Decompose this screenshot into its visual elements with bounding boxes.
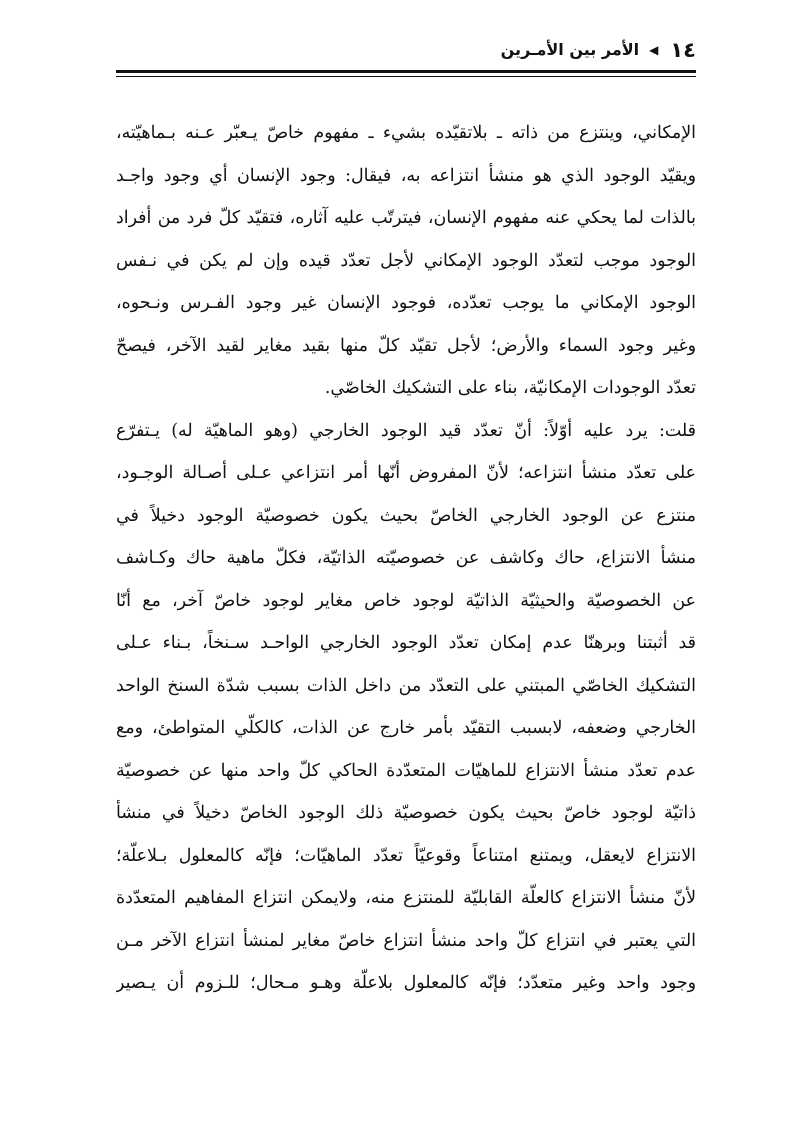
text-line: الانتزاع لايعقل، ويمتنع امتناعاً وقوعيّاً تعدّد الماهيّات؛ فإنّه كالمعلول بـلاعلّة؛ xyxy=(116,845,696,866)
text-line: الوجود موجب لتعدّد الوجود الإمكاني لأجل تعدّد قيده وإن لم يكن في نـفس xyxy=(116,250,696,271)
text-line: وجود واحد وغير متعدّد؛ فإنّه كالمعلول بلاعلّة وهـو مـحال؛ للـزوم أن يـصير xyxy=(116,973,696,993)
running-title: الأمر بين الأمـرين xyxy=(500,40,640,59)
header-rule-thick xyxy=(116,70,696,73)
text-line: عدم تعدّد منشأ الانتزاع للماهيّات المتعدّدة الحاكي كلّ واحد منها عن خصوصيّة xyxy=(116,760,696,781)
page-number: ١٤ xyxy=(670,37,696,62)
text-line: التشكيك الخاصّي المبتني على التعدّد من داخل الذات بسبب شدّة السنخ الواحد xyxy=(116,675,696,696)
text-line: الخارجي وضعفه، لابسبب التقيّد بأمر خارج عن الذات، كالكلّي المتواطئ، ومع xyxy=(116,718,696,738)
arrow-left-icon: ◀ xyxy=(649,43,659,57)
page-header xyxy=(116,32,696,68)
text-line: قد أثبتنا وبرهنّا عدم إمكان تعدّد الوجود الخارجي الواحـد سـنخاً، بـناء عـلى xyxy=(116,633,696,653)
header-rule-thin xyxy=(116,76,696,77)
text-line: منشأ الانتزاع، حاك وكاشف عن خصوصيّته الذاتيّة، فكلّ ماهية حاك وكـاشف xyxy=(116,548,696,568)
text-line: الإمكاني، وينتزع من ذاته ـ بلاتقيّده بشيء ـ مفهوم خاصّ يـعبّر عـنه بـماهيّته، xyxy=(116,123,696,143)
text-line: ويقيّد الوجود الذي هو منشأ انتزاعه به، فيقال: وجود الإنسان أي وجود واجـد xyxy=(116,165,696,186)
text-line: لأنّ منشأ الانتزاع كالعلّة القابليّة للمنتزع منه، ولايمكن انتزاع المفاهيم المتعدّدة xyxy=(116,888,696,908)
text-line: قلت: يرد عليه أوّلاً: أنّ تعدّد قيد الوجود الخارجي (وهو الماهيّة له) يـتفرّع xyxy=(116,420,696,441)
text-line: ذاتيّة لوجود خاصّ بحيث يكون خصوصيّة ذلك الوجود الخاصّ دخيلاً في منشأ xyxy=(116,803,696,823)
text-line: بالذات لما يحكي عنه مفهوم الإنسان، فيترتّب عليه آثاره، فتقيّد كلّ فرد من أفراد xyxy=(116,208,696,228)
text-line: عن الخصوصيّة والحيثيّة الذاتيّة لوجود خاص مغاير لوجود خاصّ آخر، مع أنّا xyxy=(116,590,696,611)
text-line: التي يعتبر في انتزاع كلّ واحد منشأ انتزاع خاصّ مغاير لمنشأ انتزاع الآخر مـن xyxy=(116,930,696,951)
text-line: منتزع عن الوجود الخارجي الخاصّ بحيث يكون خصوصيّة الوجود دخيلاً في xyxy=(116,505,696,526)
text-line: على تعدّد منشأ انتزاعه؛ لأنّ المفروض أنّها أمر انتزاعي عـلى أصـالة الوجـود، xyxy=(116,463,696,483)
text-line: تعدّد الوجودات الإمكانيّة، بناء على التشكيك الخاصّي. xyxy=(324,378,696,398)
body-text xyxy=(116,112,696,1005)
text-line: وغير وجود السماء والأرض؛ لأجل تقيّد كلّ منها بقيد مغاير لقيد الآخر، فيصحّ xyxy=(116,335,696,356)
text-line: الوجود الإمكاني ما يوجب تعدّده، فوجود الإنسان غير وجود الفـرس ونـحوه، xyxy=(116,293,696,313)
